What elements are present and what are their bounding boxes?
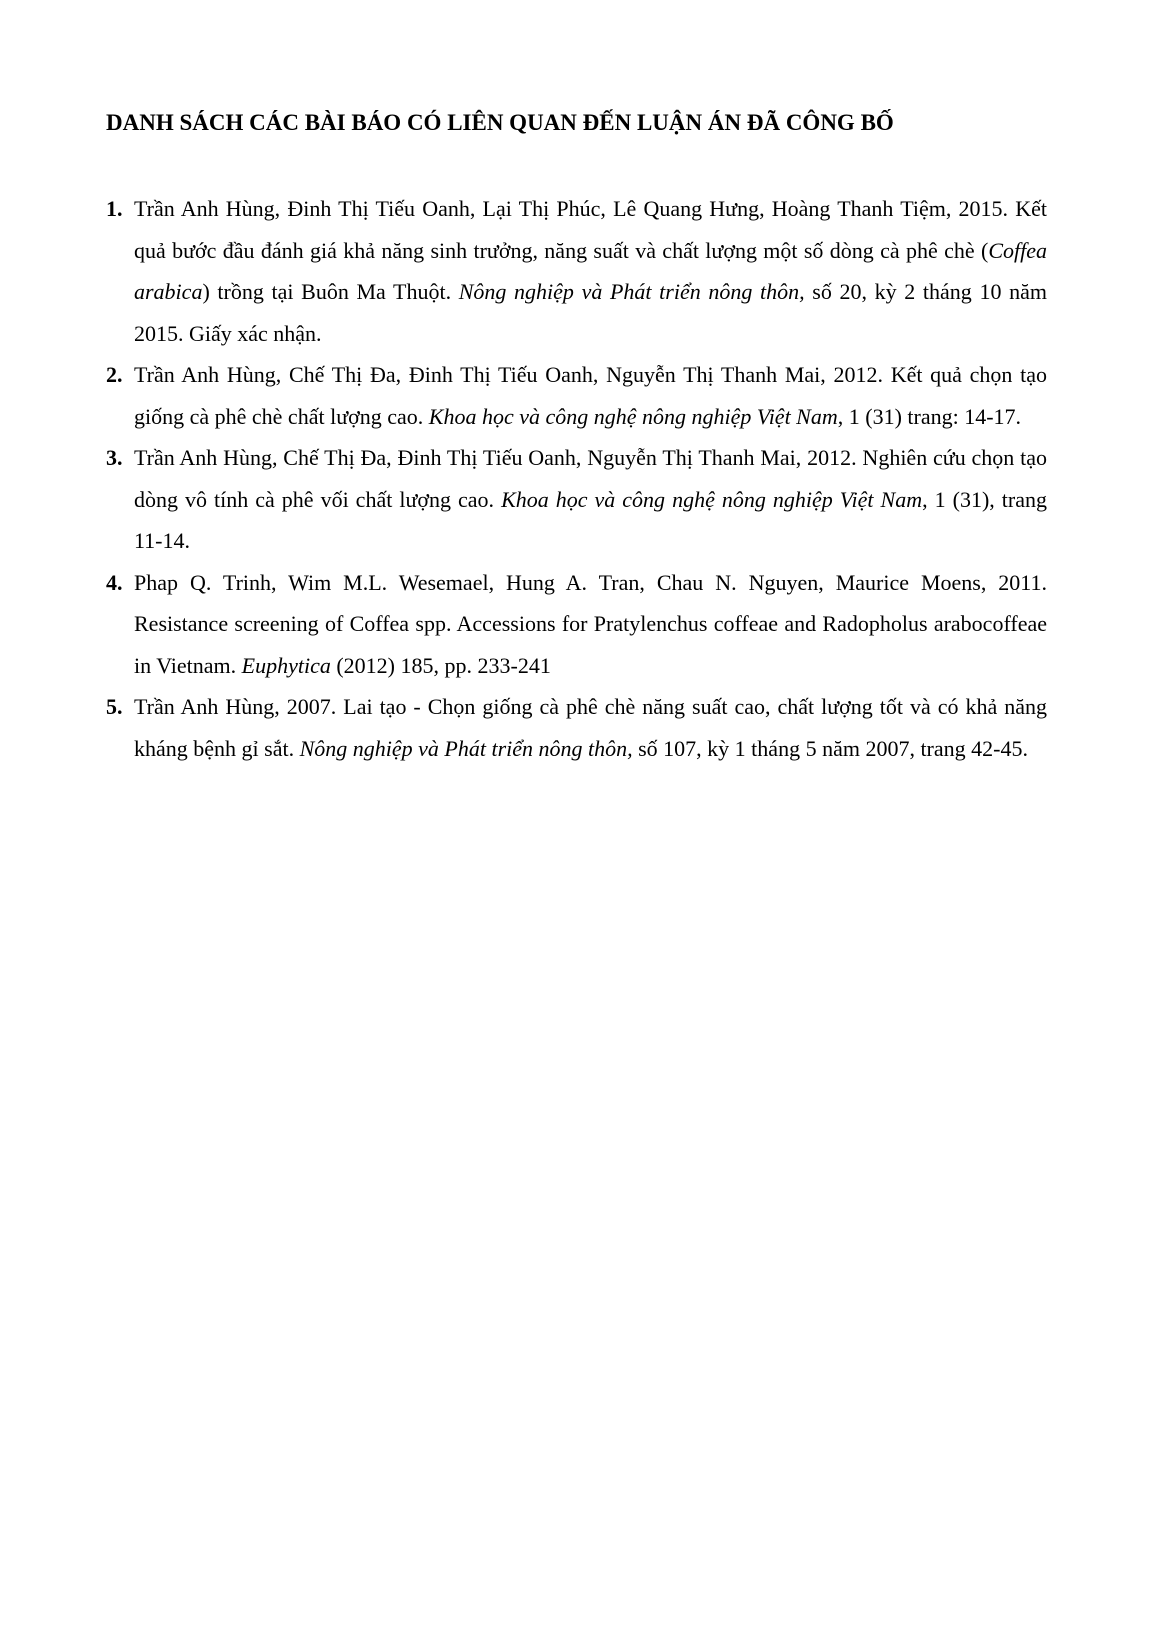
reference-text-cont: ) trồng tại Buôn Ma Thuột. xyxy=(202,279,459,304)
reference-details: số 20, kỳ 2 tháng 10 năm 2015. Giấy xác nhận. xyxy=(134,279,1047,346)
reference-details: số 107, kỳ 1 tháng 5 năm 2007, trang 42-45. xyxy=(632,735,1028,761)
reference-item-2 xyxy=(106,354,1047,437)
reference-text: Trần Anh Hùng, Chế Thị Đa, Đinh Thị Tiếu Oanh, Nguyễn Thị Thanh Mai, 2012. Nghiên cứu chọn tạo dòng vô tính cà phê vối chất lượng cao. xyxy=(134,445,1047,512)
journal-name: Khoa học và công nghệ nông nghiệp Việt Nam xyxy=(428,403,838,429)
reference-item-5 xyxy=(106,686,1047,769)
reference-list xyxy=(106,188,1047,769)
reference-number: 5. xyxy=(106,694,123,719)
journal-name: Euphytica xyxy=(241,652,331,678)
reference-details: , 1 (31), trang 11-14. xyxy=(134,486,1047,553)
reference-details: , 1 (31) trang: 14-17. xyxy=(837,403,1022,429)
reference-text: Trần Anh Hùng, Chế Thị Đa, Đinh Thị Tiếu Oanh, Nguyễn Thị Thanh Mai, 2012. Kết quả chọn tạo giống cà phê chè chất lượng cao. xyxy=(134,362,1047,429)
page-title: DANH SÁCH CÁC BÀI BÁO CÓ LIÊN QUAN ĐẾN LUẬN ÁN ĐÃ CÔNG BỐ xyxy=(106,110,894,135)
reference-item-4 xyxy=(106,562,1047,687)
reference-text: Trần Anh Hùng, Đinh Thị Tiếu Oanh, Lại Thị Phúc, Lê Quang Hưng, Hoàng Thanh Tiệm, 2015. Kết quả bước đầu đánh giá khả năng sinh trưởng, năng suất và chất lượng một số dòng cà phê chè ( xyxy=(134,196,1047,263)
reference-item-3 xyxy=(106,437,1047,562)
reference-number: 3. xyxy=(106,445,123,470)
journal-name: Nông nghiệp và Phát triển nông thôn, xyxy=(299,735,633,761)
reference-item-1 xyxy=(106,188,1047,354)
reference-text: Trần Anh Hùng, 2007. Lai tạo - Chọn giống cà phê chè năng suất cao, chất lượng tốt và có khả năng kháng bệnh gỉ sắt. xyxy=(134,694,1047,761)
reference-number: 4. xyxy=(106,569,123,595)
journal-name: Khoa học và công nghệ nông nghiệp Việt Nam xyxy=(501,486,923,512)
reference-text: Phap Q. Trinh, Wim M.L. Wesemael, Hung A. Tran, Chau N. Nguyen, Maurice Moens, 2011. Resistance screening of Coffea spp. Accessions for Pratylenchus coffeae and Radopholus arabocoffeae in Vietnam. xyxy=(134,569,1047,678)
reference-number: 2. xyxy=(106,362,123,387)
reference-number: 1. xyxy=(106,196,123,221)
species-name: Coffea arabica xyxy=(134,237,1047,304)
reference-details: (2012) 185, pp. 233-241 xyxy=(330,652,551,678)
journal-name: Nông nghiệp và Phát triển nông thôn, xyxy=(458,279,805,304)
